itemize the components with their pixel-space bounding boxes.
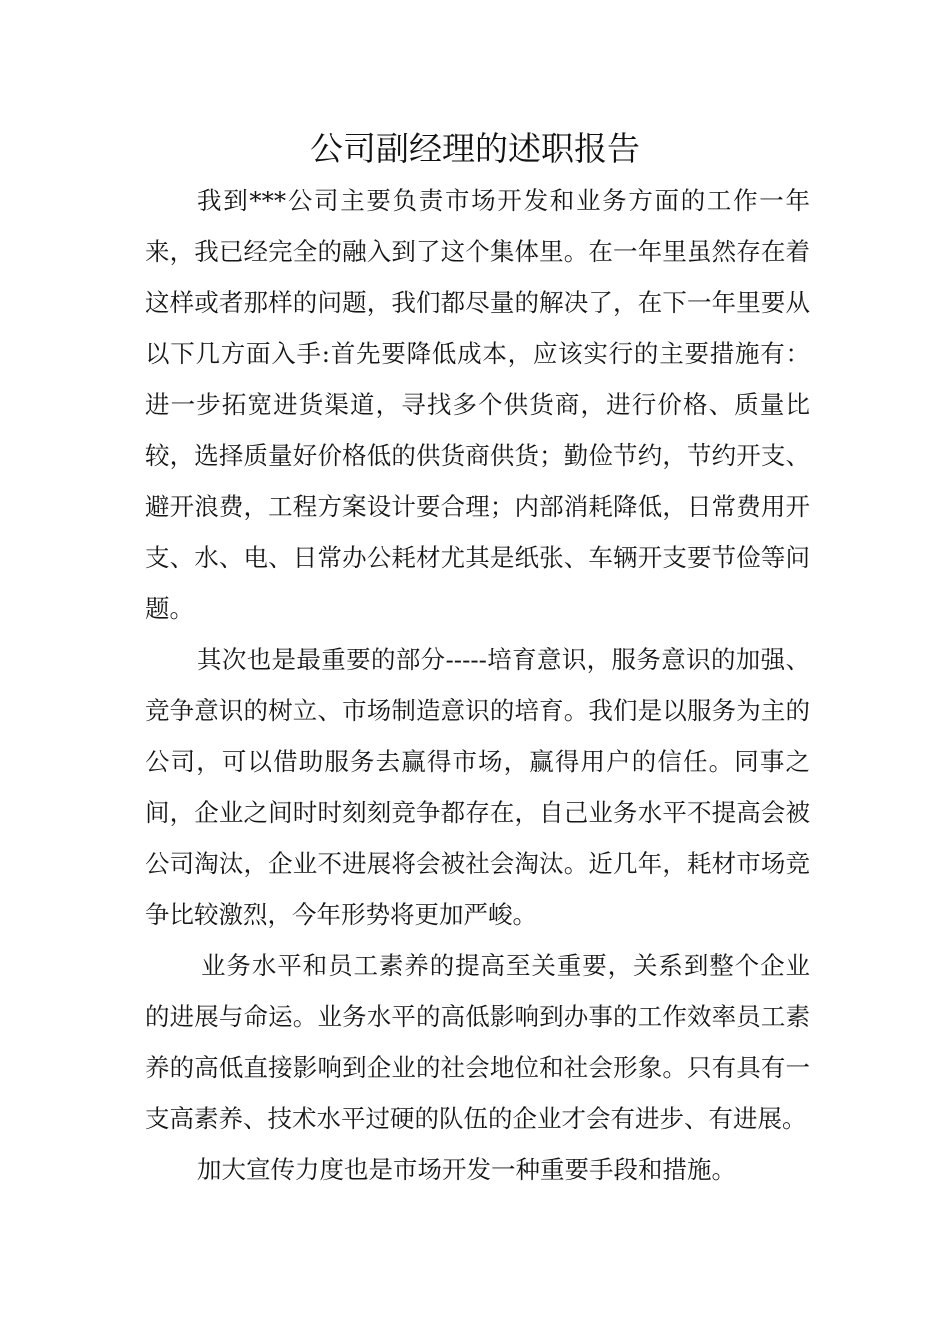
paragraph-1: 我到***公司主要负责市场开发和业务方面的工作一年来，我已经完全的融入到了这个集体里。在一年里虽然存在着这样或者那样的问题，我们都尽量的解决了，在下一年里要从以下几方面入手:首先要降低成本，应该实行的主要措施有：进一步拓宽进货渠道，寻找多个供货商，进行价格、质量比较，选择质量好价格低的供货商供货；勤俭节约，节约开支、避开浪费，工程方案设计要合理；内部消耗降低，日常费用开支、水、电、日常办公耗材尤其是纸张、车辆开支要节俭等问题。 — [145, 186, 810, 623]
paragraph-2: 其次也是最重要的部分-----培育意识，服务意识的加强、竞争意识的树立、市场制造意识的培育。我们是以服务为主的公司，可以借助服务去赢得市场，赢得用户的信任。同事之间，企业之间时时刻刻竞争都存在，自己业务水平不提高会被公司淘汰，企业不进展将会被社会淘汰。近几年，耗材市场竞争比较激烈，今年形势将更加严峻。 — [145, 645, 810, 929]
document-body — [145, 175, 810, 1195]
document-title: 公司副经理的述职报告 — [310, 129, 640, 168]
paragraph-4: 加大宣传力度也是市场开发一种重要手段和措施。 — [197, 1155, 736, 1184]
paragraph-3: 业务水平和员工素养的提高至关重要，关系到整个企业的进展与命运。业务水平的高低影响到办事的工作效率员工素养的高低直接影响到企业的社会地位和社会形象。只有具有一支高素养、技术水平过硬的队伍的企业才会有进步、有进展。 — [145, 951, 810, 1133]
